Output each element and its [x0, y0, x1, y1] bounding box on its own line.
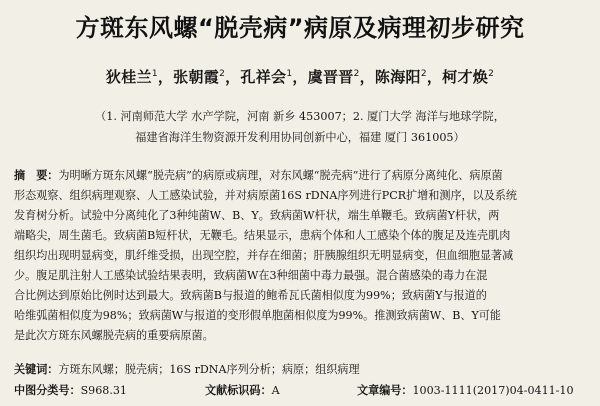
article-number	[357, 382, 574, 398]
abstract-line: 合比例达到原始比例时达到最大。致病菌B与报道的鲍希瓦氏菌相似度为99%；致病菌Y与报道的	[14, 289, 487, 302]
clc-label: 中图分类号：	[14, 384, 81, 397]
article-label: 文章编号：	[357, 384, 413, 397]
abstract-line: 少。腹足肌注射人工感染试验结果表明，致病菌W在3种细菌中毒力最强。混合菌感染的毒力在混	[14, 269, 488, 282]
author: 孔祥会$^1$，	[240, 68, 308, 86]
author: 陈海阳$^2$，	[374, 68, 443, 86]
author: 张朝霞$^2$，	[173, 68, 241, 86]
doc-value: A	[271, 384, 280, 397]
abstract-line: 形态观察、组织病理观察、人工感染试验，并对病原菌16S rDNA序列进行PCR扩增和测序，以及系统	[14, 189, 518, 202]
abstract-line: 摘 要：为明晰方斑东风螺“脱壳病”的病原或病理，对东风螺“脱壳病”进行了病原分离纯化、病原菌	[14, 169, 503, 182]
clc-number	[14, 382, 127, 398]
paper-title: 方斑东风螺“脱壳病”病原及病理初步研究	[75, 14, 525, 42]
abstract-line: 组织均出现明显病变，肌纤维受损，出现空腔，并存在细菌；肝胰腺组织无明显病变，但血细胞显著减	[14, 249, 514, 262]
document-code	[205, 382, 280, 398]
affiliation-line: 福建省海洋生物资源开发利用协同创新中心，福建 厦门 361005）	[135, 131, 465, 144]
abstract-line: 发育树分析。试验中分离纯化了3种纯菌W、B、Y。致病菌W杆状，端生单鞭毛。致病菌Y杆状，两	[14, 209, 500, 222]
keywords-text: 方斑东风螺；脱壳病；16S rDNA序列分析；病原；组织病理	[58, 363, 360, 376]
abstract-line: 哈维弧菌相似度为98%；致病菌W与报道的变形假单胞菌相似度为99%。推测致病菌W、B、Y可能	[14, 309, 501, 322]
doc-label: 文献标识码：	[205, 384, 272, 397]
author: 狄桂兰$^1$，	[105, 68, 174, 86]
article-value: 1003-1111(2017)04-0411-10	[412, 384, 574, 397]
clc-value: S968.31	[80, 384, 127, 397]
abstract-line: 是此次方斑东风螺脱壳病的重要病原菌。	[14, 329, 214, 342]
abstract-line: 端略尖，周生菌毛。致病菌B短杆状，无鞭毛。结果显示，患病个体和人工感染个体的腹足及连壳肌肉	[14, 229, 511, 242]
affiliation-line: （1. 河南师范大学 水产学院，河南 新乡 453007；2. 厦门大学 海洋与地球学院，	[95, 110, 505, 123]
keywords	[14, 361, 360, 377]
author-list	[0, 66, 600, 87]
abstract-label: 摘 要：	[14, 169, 59, 182]
abstract	[14, 166, 588, 346]
author: 柯才焕$^2$	[442, 68, 495, 86]
keywords-label: 关键词：	[14, 363, 59, 376]
author: 虞晋晋$^2$，	[307, 68, 375, 86]
